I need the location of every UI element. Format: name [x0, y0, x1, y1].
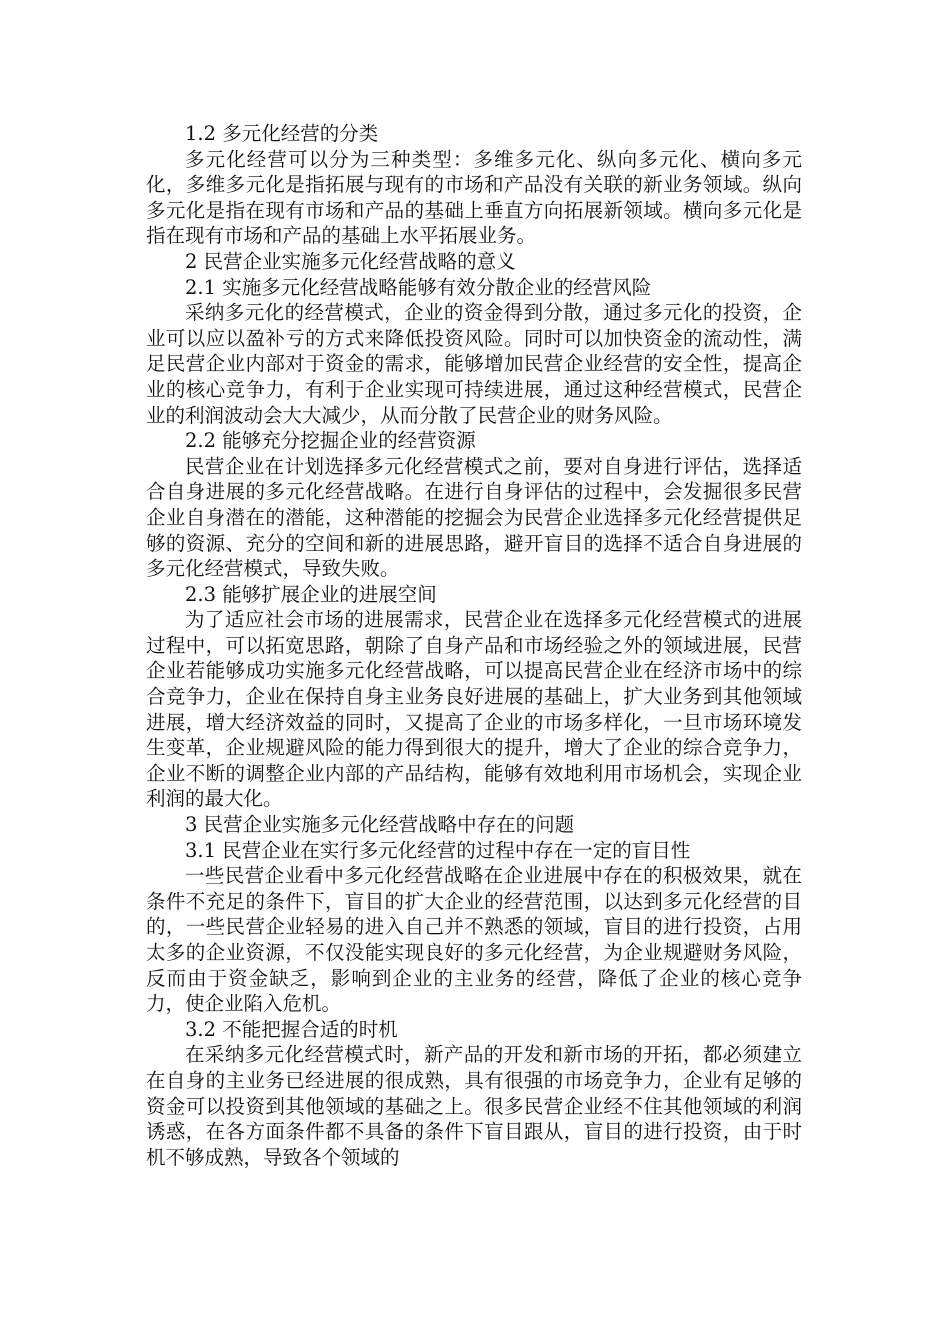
paragraph: 一些民营企业看中多元化经营战略在企业进展中存在的积极效果，就在条件不充足的条件下，盲目的扩大企业的经营范围，以达到多元化经营的目的，一些民营企业轻易的进入自己并不熟悉的领域，盲目的进行投资，占用太多的企业资源，不仅没能实现良好的多元化经营，为企业规避财务风险，反而由于资金缺乏，影响到企业的主业务的经营，降低了企业的核心竞争力，使企业陷入危机。 [146, 864, 802, 1016]
paragraph: 多元化经营可以分为三种类型：多维多元化、纵向多元化、横向多元化，多维多元化是指拓展与现有的市场和产品没有关联的新业务领域。纵向多元化是指在现有市场和产品的基础上垂直方向拓展新领域。横向多元化是指在现有市场和产品的基础上水平拓展业务。 [146, 147, 802, 248]
section-heading: 1.2 多元化经营的分类 [185, 122, 379, 145]
section-heading: 2.2 能够充分挖掘企业的经营资源 [185, 429, 476, 453]
section-heading: 3 民营企业实施多元化经营战略中存在的问题 [185, 813, 575, 837]
paragraph: 为了适应社会市场的进展需求，民营企业在选择多元化经营模式的进展过程中，可以拓宽思路，朝除了自身产品和市场经验之外的领域进展，民营企业若能够成功实施多元化经营战略，可以提高民营企业在经济市场中的综合竞争力，企业在保持自身主业务良好进展的基础上，扩大业务到其他领域进展，增大经济效益的同时，又提高了企业的市场多样化，一旦市场环境发生变革，企业规避风险的能力得到很大的提升，增大了企业的综合竞争力，企业不断的调整企业内部的产品结构，能够有效地利用市场机会，实现企业利润的最大化。 [146, 608, 802, 811]
paragraph: 采纳多元化的经营模式，企业的资金得到分散，通过多元化的投资，企业可以应以盈补亏的方式来降低投资风险。同时可以加快资金的流动性，满足民营企业内部对于资金的需求，能够增加民营企业经营的安全性，提高企业的核心竞争力，有利于企业实现可持续进展，通过这种经营模式，民营企业的利润波动会大大减少，从而分散了民营企业的财务风险。 [146, 301, 802, 427]
document-body [146, 121, 802, 1170]
section-heading: 3.1 民营企业在实行多元化经营的过程中存在一定的盲目性 [185, 838, 691, 862]
section-heading: 2.1 实施多元化经营战略能够有效分散企业的经营风险 [185, 275, 652, 299]
section-heading: 3.2 不能把握合适的时机 [185, 1017, 398, 1041]
section-heading: 2 民营企业实施多元化经营战略的意义 [185, 249, 516, 273]
paragraph: 在采纳多元化经营模式时，新产品的开发和新市场的开拓，都必须建立在自身的主业务已经进展的很成熟，具有很强的市场竞争力，企业有足够的资金可以投资到其他领域的基础之上。很多民营企业经不住其他领域的利润诱惑，在各方面条件都不具备的条件下盲目跟从，盲目的进行投资，由于时机不够成熟，导致各个领域的 [146, 1043, 802, 1169]
paragraph: 民营企业在计划选择多元化经营模式之前，要对自身进行评估，选择适合自身进展的多元化经营战略。在进行自身评估的过程中，会发掘很多民营企业自身潜在的潜能，这种潜能的挖掘会为民营企业选择多元化经营提供足够的资源、充分的空间和新的进展思路，避开盲目的选择不适合自身进展的多元化经营模式，导致失败。 [146, 454, 802, 581]
section-heading: 2.3 能够扩展企业的进展空间 [185, 582, 437, 606]
